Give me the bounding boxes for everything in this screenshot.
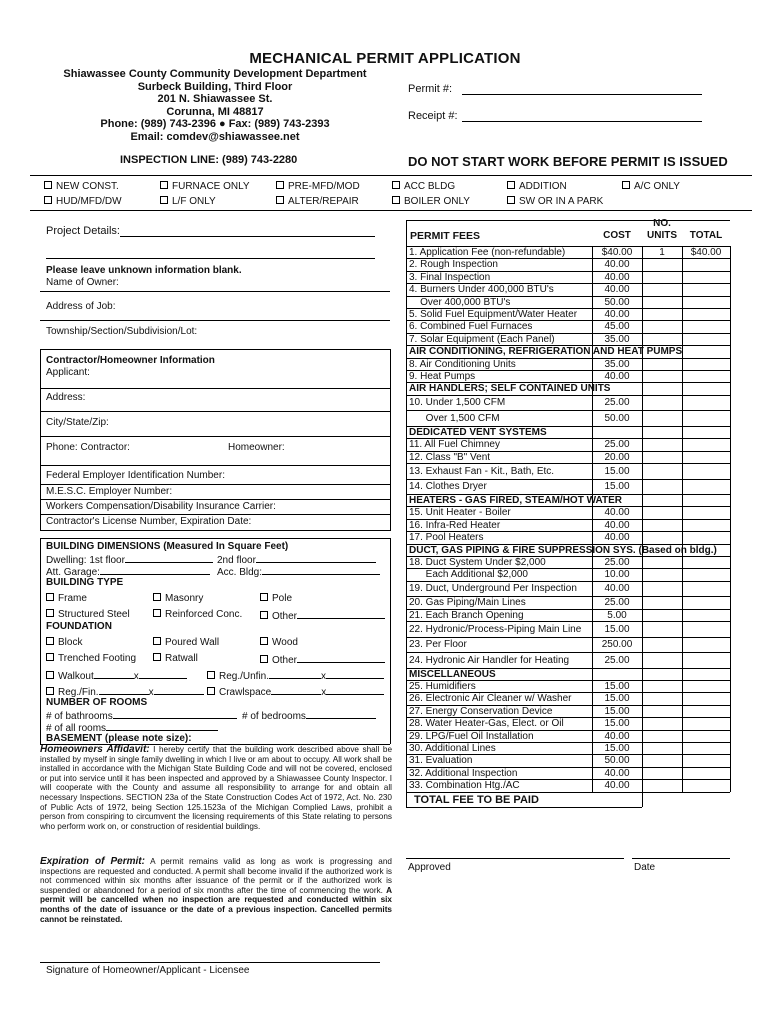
fee-item-label: 2. Rough Inspection bbox=[409, 259, 498, 271]
fee-item-cost: 40.00 bbox=[604, 309, 630, 320]
header-line: Shiawassee County Community Development Department bbox=[63, 68, 367, 80]
att-garage-field[interactable]: Att. Garage: bbox=[46, 565, 210, 578]
name-of-owner-label: Name of Owner: bbox=[46, 277, 119, 288]
fee-cost-header: COST bbox=[603, 230, 631, 241]
phone-homeowner-label: Homeowner: bbox=[228, 442, 285, 453]
fee-section-heading: DUCT, GAS PIPING & FIRE SUPPRESSION SYS. (Based on bldg.) bbox=[409, 544, 717, 556]
fee-item-cost: 40.00 bbox=[604, 780, 630, 792]
department-header bbox=[40, 68, 390, 143]
fee-item-label: Over 1,500 CFM bbox=[409, 412, 500, 424]
fee-item-cost: 25.00 bbox=[604, 397, 630, 409]
checkbox-crawlspace[interactable]: Crawlspace x bbox=[207, 685, 384, 698]
fee-item-label: 17. Pool Heaters bbox=[409, 532, 484, 544]
fee-item-label: 24. Hydronic Air Handler for Heating bbox=[409, 654, 570, 666]
receipt-number-label: Receipt #: bbox=[408, 110, 458, 122]
fee-item-cost: 15.00 bbox=[604, 681, 630, 692]
fee-item-label: 32. Additional Inspection bbox=[409, 767, 518, 779]
fee-item-label: 31. Evaluation bbox=[409, 755, 473, 767]
fee-item-label: 8. Air Conditioning Units bbox=[409, 358, 516, 370]
fee-item-cost: 15.00 bbox=[604, 465, 630, 477]
fee-item-cost: 40.00 bbox=[604, 259, 630, 271]
fee-item-cost: 50.00 bbox=[604, 755, 630, 767]
fee-item-label: 14. Clothes Dryer bbox=[409, 481, 487, 493]
fee-item-label: 15. Unit Heater - Boiler bbox=[409, 507, 511, 519]
project-details-label: Project Details: bbox=[46, 225, 120, 237]
checkbox-wood[interactable]: Wood bbox=[260, 637, 298, 648]
checkbox-reg-unfin[interactable]: Reg./Unfin. x bbox=[207, 669, 384, 682]
fee-item-label: 33. Combination Htg./AC bbox=[409, 780, 520, 792]
fee-item-cost: 15.00 bbox=[604, 705, 630, 717]
bathrooms-field[interactable]: # of bathrooms bbox=[46, 709, 237, 722]
fee-item-cost: 40.00 bbox=[604, 519, 630, 531]
fee-item-label: 1. Application Fee (non-refundable) bbox=[409, 247, 566, 258]
fee-item-cost: 40.00 bbox=[604, 284, 630, 296]
basement-heading: BASEMENT (please note size): bbox=[46, 733, 192, 744]
checkbox-structured-steel[interactable]: Structured Steel bbox=[46, 609, 130, 620]
checkbox-sw-in-park[interactable]: SW OR IN A PARK bbox=[507, 196, 603, 207]
checkbox-frame[interactable]: Frame bbox=[46, 593, 87, 604]
fee-item-cost: 25.00 bbox=[604, 654, 630, 666]
fee-item-label: 18. Duct System Under $2,000 bbox=[409, 557, 546, 568]
fee-item-cost: 40.00 bbox=[604, 730, 630, 742]
fee-item-cost: 10.00 bbox=[604, 569, 630, 581]
number-of-rooms-heading: NUMBER OF ROOMS bbox=[46, 697, 148, 708]
fee-item-label: 11. All Fuel Chimney bbox=[409, 439, 500, 451]
checkbox-masonry[interactable]: Masonry bbox=[153, 593, 203, 604]
fee-row-border bbox=[406, 792, 730, 793]
do-not-start-warning: DO NOT START WORK BEFORE PERMIT IS ISSUED bbox=[408, 154, 728, 169]
date-line[interactable] bbox=[632, 858, 730, 859]
fee-item-cost: 25.00 bbox=[604, 557, 630, 568]
workers-comp-label: Workers Compensation/Disability Insurance Carrier: bbox=[46, 501, 276, 512]
fee-item-label: 27. Energy Conservation Device bbox=[409, 705, 553, 717]
fee-item-label: 3. Final Inspection bbox=[409, 271, 491, 283]
fee-item-cost: 40.00 bbox=[604, 507, 630, 519]
fee-section-heading: AIR CONDITIONING, REFRIGERATION AND HEAT PUMPS bbox=[409, 346, 683, 358]
checkbox-alter-repair[interactable]: ALTER/REPAIR bbox=[276, 196, 359, 207]
fee-item-cost: 50.00 bbox=[604, 412, 630, 424]
permit-number-field[interactable] bbox=[462, 94, 702, 95]
fee-no-header: NO. bbox=[653, 218, 671, 229]
fee-section-heading: AIR HANDLERS; SELF CONTAINED UNITS bbox=[409, 383, 611, 395]
checkbox-reg-fin[interactable]: Reg./Fin. x bbox=[46, 685, 204, 698]
address-label: Address: bbox=[46, 392, 86, 403]
header-line: Email: comdev@shiawassee.net bbox=[130, 130, 300, 143]
fee-units-header: UNITS bbox=[647, 230, 677, 241]
expiration-of-permit: Expiration of Permit: A permit remains valid as long as work is progressing and inspections are requested and conducted. A permit shall become invalid if the authorized work is not commenced within six months after issuance of the permit or if the authorized work is suspended or abandoned for a period of six months after the time of commencing the work. A permit will be cancelled when no inspection are requested and conducted within six months of the date of issuance or the date of a previous inspection. Cancelled permits cannot be reinstated. bbox=[40, 856, 393, 924]
fee-col-line bbox=[730, 246, 731, 792]
fee-item-label: 12. Class "B" Vent bbox=[409, 451, 491, 463]
mesc-label: M.E.S.C. Employer Number: bbox=[46, 486, 173, 497]
header-line: Phone: (989) 743-2396 ● Fax: (989) 743-2393 bbox=[100, 118, 330, 130]
checkbox-furnace-only[interactable]: FURNACE ONLY bbox=[160, 181, 250, 192]
fee-section-heading: DEDICATED VENT SYSTEMS bbox=[409, 426, 547, 438]
fee-item-label: 20. Gas Piping/Main Lines bbox=[409, 597, 526, 609]
fee-item-label: 26. Electronic Air Cleaner w/ Washer bbox=[409, 693, 572, 705]
fee-item-cost: 250.00 bbox=[601, 639, 633, 651]
receipt-number-field[interactable] bbox=[462, 121, 702, 122]
contractor-info-heading: Contractor/Homeowner Information bbox=[46, 355, 215, 366]
fee-item-cost: 40.00 bbox=[604, 767, 630, 779]
fee-item-label: 30. Additional Lines bbox=[409, 743, 496, 754]
fee-item-total: $40.00 bbox=[690, 247, 722, 258]
homeowners-affidavit: Homeowners Affidavit: I hereby certify that the building work described above shall be installed by myself in single family dwelling in which I live or am about to occupy. All work shall be installed in accordance with the Michigan State Building Code and will not be covered, enclosed or put into service until it has been inspected and approved by a Shiawassee County Inspector. I will cooperate with the County and assume all responsibility to arrange for and obtain all necessary Inspections. SECTION 23a of the State Construction Codes Act of 1972, Act. No. 230 of Public Acts of 1972, being Section 125.1523a of the Michigan Complied Laws, prohibit a person from conspiring to circumvent the licensing requirements of this State relating to persons who perform work on, or construction of residential buildings. bbox=[40, 744, 392, 831]
fee-item-cost: 40.00 bbox=[604, 532, 630, 544]
fee-header-label: PERMIT FEES bbox=[410, 230, 481, 242]
fee-item-cost: 15.00 bbox=[604, 743, 630, 754]
fee-item-label: 6. Combined Fuel Furnaces bbox=[409, 321, 533, 333]
fee-item-label: Over 400,000 BTU's bbox=[409, 296, 511, 308]
fee-item-cost: 35.00 bbox=[604, 358, 630, 370]
checkbox-pre-mfd-mod[interactable]: PRE-MFD/MOD bbox=[276, 181, 360, 192]
license-label: Contractor's License Number, Expiration Date: bbox=[46, 516, 252, 527]
checkbox-acc-bldg[interactable]: ACC BLDG bbox=[392, 181, 455, 192]
header-line: Surbeck Building, Third Floor bbox=[137, 80, 293, 93]
checkbox-new-const[interactable]: NEW CONST. bbox=[44, 181, 119, 192]
header-line: 201 N. Shiawassee St. bbox=[157, 93, 273, 105]
fee-item-label: 5. Solid Fuel Equipment/Water Heater bbox=[409, 309, 578, 320]
dwelling-first-floor[interactable]: Dwelling: 1st floor bbox=[46, 553, 213, 566]
fee-item-label: 13. Exhaust Fan - Kit., Bath, Etc. bbox=[409, 465, 555, 477]
fee-item-label: 4. Burners Under 400,000 BTU's bbox=[409, 284, 554, 296]
building-dimensions-heading: BUILDING DIMENSIONS (Measured In Square Feet) bbox=[46, 541, 289, 552]
checkbox-hud-mfd-dw[interactable]: HUD/MFD/DW bbox=[44, 196, 122, 207]
permit-fees-table bbox=[406, 220, 730, 820]
checkbox-f-other[interactable]: Other bbox=[260, 653, 385, 666]
fee-item-cost: 5.00 bbox=[607, 609, 627, 621]
fee-item-cost: 15.00 bbox=[604, 481, 630, 493]
all-rooms-field[interactable]: # of all rooms bbox=[46, 721, 218, 734]
phone-contractor-label: Phone: Contractor: bbox=[46, 442, 130, 453]
checkbox-addition[interactable]: ADDITION bbox=[507, 181, 567, 192]
divider bbox=[30, 210, 752, 211]
fee-item-label: 7. Solar Equipment (Each Panel) bbox=[409, 333, 555, 345]
inspection-line: INSPECTION LINE: (989) 743-2280 bbox=[120, 154, 298, 166]
fee-item-cost: 15.00 bbox=[604, 718, 630, 730]
date-label: Date bbox=[634, 862, 656, 873]
checkbox-lf-only[interactable]: L/F ONLY bbox=[160, 196, 216, 207]
fee-item-cost: 15.00 bbox=[604, 623, 630, 635]
checkbox-trenched-footing[interactable]: Trenched Footing bbox=[46, 653, 136, 664]
city-state-zip-label: City/State/Zip: bbox=[46, 417, 109, 428]
header-line: Corunna, MI 48817 bbox=[166, 105, 264, 118]
fee-item-label: 19. Duct, Underground Per Inspection bbox=[409, 583, 577, 595]
fee-item-cost: 25.00 bbox=[604, 597, 630, 609]
fee-section-heading: MISCELLANEOUS bbox=[409, 668, 496, 680]
checkbox-ac-only[interactable]: A/C ONLY bbox=[622, 181, 680, 192]
project-details-field[interactable] bbox=[120, 236, 375, 237]
checkbox-pole[interactable]: Pole bbox=[260, 593, 292, 604]
foundation-heading: FOUNDATION bbox=[46, 621, 112, 632]
approved-label: Approved bbox=[408, 862, 451, 873]
checkbox-block[interactable]: Block bbox=[46, 637, 82, 648]
total-fee-label: TOTAL FEE TO BE PAID bbox=[414, 793, 539, 806]
leave-blank-note: Please leave unknown information blank. bbox=[46, 265, 242, 276]
form-title: MECHANICAL PERMIT APPLICATION bbox=[249, 50, 521, 67]
divider bbox=[30, 175, 752, 176]
checkbox-boiler-only[interactable]: BOILER ONLY bbox=[392, 196, 470, 207]
fee-item-label: 21. Each Branch Opening bbox=[409, 609, 524, 621]
fee-item-cost: 50.00 bbox=[604, 296, 630, 308]
fee-item-label: 9. Heat Pumps bbox=[409, 371, 476, 382]
fee-item-label: 16. Infra-Red Heater bbox=[409, 519, 501, 531]
signature-label: Signature of Homeowner/Applicant - Licensee bbox=[46, 965, 250, 976]
signature-line[interactable] bbox=[40, 962, 380, 963]
fee-item-cost: 15.00 bbox=[604, 693, 630, 705]
fee-item-cost: 40.00 bbox=[604, 583, 630, 595]
fein-label: Federal Employer Identification Number: bbox=[46, 470, 225, 481]
fee-item-cost: 20.00 bbox=[604, 451, 630, 463]
fee-total-header: TOTAL bbox=[689, 230, 723, 241]
checkbox-ratwall[interactable]: Ratwall bbox=[153, 653, 198, 664]
fee-item-cost: 25.00 bbox=[604, 439, 630, 451]
checkbox-reinforced-conc[interactable]: Reinforced Conc. bbox=[153, 609, 242, 620]
fee-col-line bbox=[406, 220, 407, 807]
fee-item-label: 23. Per Floor bbox=[409, 639, 467, 651]
fee-item-cost: 40.00 bbox=[604, 371, 630, 382]
fee-item-units: 1 bbox=[659, 247, 665, 258]
acc-bldg-field[interactable]: Acc. Bldg: bbox=[217, 565, 380, 578]
second-floor-field[interactable]: 2nd floor bbox=[217, 553, 376, 566]
fee-section-heading: HEATERS - GAS FIRED, STEAM/HOT WATER bbox=[409, 495, 622, 506]
building-type-heading: BUILDING TYPE bbox=[46, 577, 124, 588]
applicant-label: Applicant: bbox=[46, 367, 90, 378]
fee-item-label: 25. Humidifiers bbox=[409, 681, 476, 692]
fee-item-label: 22. Hydronic/Process-Piping Main Line bbox=[409, 623, 582, 635]
fee-item-cost: 35.00 bbox=[604, 333, 630, 345]
approved-line[interactable] bbox=[406, 858, 624, 859]
fee-item-label: Each Additional $2,000 bbox=[409, 569, 528, 581]
fee-item-cost: $40.00 bbox=[601, 247, 633, 258]
project-details-field-2[interactable] bbox=[46, 258, 375, 259]
address-of-job-label: Address of Job: bbox=[46, 301, 116, 312]
fee-total-border bbox=[406, 807, 642, 808]
checkbox-bt-other[interactable]: Other bbox=[260, 609, 385, 622]
fee-col-line bbox=[592, 246, 593, 792]
fee-item-label: 28. Water Heater-Gas, Elect. or Oil bbox=[409, 718, 564, 730]
permit-number-label: Permit #: bbox=[408, 83, 453, 95]
checkbox-walkout[interactable]: Walkout x bbox=[46, 669, 187, 682]
fee-item-cost: 45.00 bbox=[604, 321, 630, 333]
township-label: Township/Section/Subdivision/Lot: bbox=[46, 326, 198, 337]
fee-item-label: 29. LPG/Fuel Oil Installation bbox=[409, 730, 534, 742]
fee-col-line bbox=[642, 246, 643, 807]
fee-item-label: 10. Under 1,500 CFM bbox=[409, 397, 506, 409]
fee-item-cost: 40.00 bbox=[604, 271, 630, 283]
fee-col-line bbox=[682, 246, 683, 792]
checkbox-poured-wall[interactable]: Poured Wall bbox=[153, 637, 219, 648]
bedrooms-field[interactable]: # of bedrooms bbox=[242, 709, 376, 722]
